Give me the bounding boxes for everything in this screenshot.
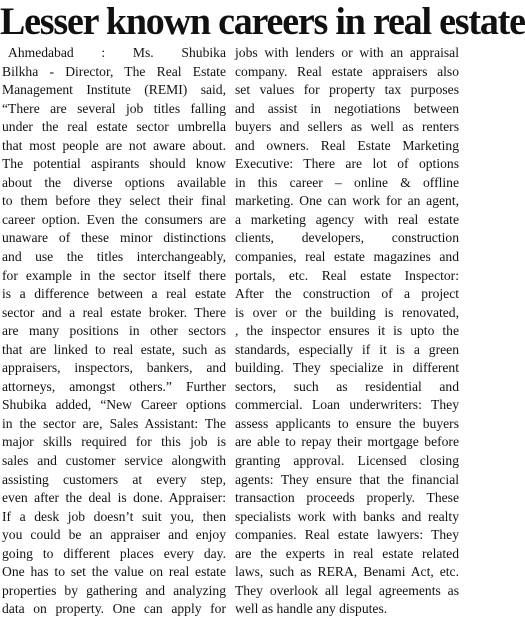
text-line: and assist in negotiations between — [235, 100, 459, 116]
text-line: assisting customers at every step, — [2, 471, 226, 487]
text-line: agents: They ensure that the financial — [235, 471, 459, 487]
text-line: building. They specialize in different — [235, 360, 459, 376]
text-line: about the diverse options available — [2, 174, 226, 190]
text-line: well as handle any disputes. — [235, 601, 388, 617]
text-line: sector and a real estate broker. There — [2, 304, 226, 320]
text-line: marketing. One can work for an agent, — [235, 193, 459, 209]
text-line: “There are several job titles falling — [2, 100, 226, 116]
text-line: transaction proceeds properly. These — [235, 490, 459, 506]
text-line: going to different places every day. — [2, 545, 226, 561]
text-line: appraisers, inspectors, bankers, and — [2, 360, 226, 376]
text-line: sales and customer service alongwith — [2, 453, 226, 469]
text-line: that most people are not aware about. — [2, 137, 226, 153]
text-line: are able to repay their mortgage before — [235, 434, 459, 450]
text-line: are many positions in other sectors — [2, 323, 226, 339]
text-line: are the experts in real estate related — [235, 545, 459, 561]
text-line: major skills required for this job is — [2, 434, 226, 450]
text-line: granting approval. Licensed closing — [235, 453, 459, 469]
text-line: set values for property tax purposes — [235, 82, 459, 98]
text-line: Shubika added, “New Career options — [2, 397, 226, 413]
text-line: attorneys, amongst others.” Further — [2, 378, 226, 394]
text-line: Bilkha - Director, The Real Estate — [2, 63, 226, 79]
text-line: career option. Even the consumers are — [2, 211, 226, 227]
text-line: They overlook all legal agreements as — [235, 582, 459, 598]
text-line: laws, such as RERA, Benami Act, etc. — [235, 564, 459, 580]
text-line: standards, especially if it is a green — [235, 341, 459, 357]
text-line: commercial. Loan underwriters: They — [235, 397, 459, 413]
text-line: unaware of these minor distinctions — [2, 230, 226, 246]
text-line: for example in the sector itself there — [2, 267, 226, 283]
text-line: is a difference between a real estate — [2, 286, 226, 302]
text-line: under the real estate sector umbrella — [2, 119, 226, 135]
text-line: to them before they select their final — [2, 193, 226, 209]
text-line: is over or the building is renovated, — [235, 304, 459, 320]
text-line: a marketing agency with real estate — [235, 211, 459, 227]
text-line: companies. Real estate lawyers: They — [235, 527, 459, 543]
text-line: specialists work with banks and realty — [235, 508, 459, 524]
text-line: in the sector are, Sales Assistant: The — [2, 415, 226, 431]
text-line: jobs with lenders or with an appraisal — [235, 45, 459, 60]
text-line: buyers and sellers as well as renters — [235, 119, 459, 135]
text-line: sectors, such as residential and — [235, 378, 459, 394]
text-line: and owners. Real Estate Marketing — [235, 137, 459, 153]
text-line: Executive: There are lot of options — [235, 156, 459, 172]
text-line: and use the titles interchangeably, — [2, 249, 226, 265]
article-column-right — [235, 44, 459, 617]
text-line: If a desk job doesn’t suit you, then — [2, 508, 226, 524]
text-line: clients, developers, construction — [235, 230, 459, 246]
text-line: data on property. One can apply for — [2, 601, 226, 617]
text-line: even after the deal is done. Appraiser: — [2, 490, 226, 506]
text-line: After the construction of a project — [235, 286, 459, 302]
text-line: portals, etc. Real estate Inspector: — [235, 267, 459, 283]
text-line: One has to set the value on real estate — [2, 564, 226, 580]
text-line: Ahmedabad : Ms. Shubika — [8, 45, 226, 60]
text-line: assess applicants to ensure the buyers — [235, 415, 459, 431]
text-line: you could be an appraiser and enjoy — [2, 527, 226, 543]
text-line: company. Real estate appraisers also — [235, 63, 459, 79]
text-line: , the inspector ensures it is upto the — [235, 323, 459, 339]
text-line: Management Institute (REMI) said, — [2, 82, 226, 98]
text-line: properties by gathering and analyzing — [2, 582, 226, 598]
article-column-left — [2, 44, 226, 617]
text-line: that are linked to real estate, such as — [2, 341, 226, 357]
text-line: companies, real estate magazines and — [235, 249, 459, 265]
text-line: in this career – online & offline — [235, 174, 459, 190]
text-line: The potential aspirants should know — [2, 156, 226, 172]
headline: Lesser known careers in real estate — [0, 0, 525, 44]
